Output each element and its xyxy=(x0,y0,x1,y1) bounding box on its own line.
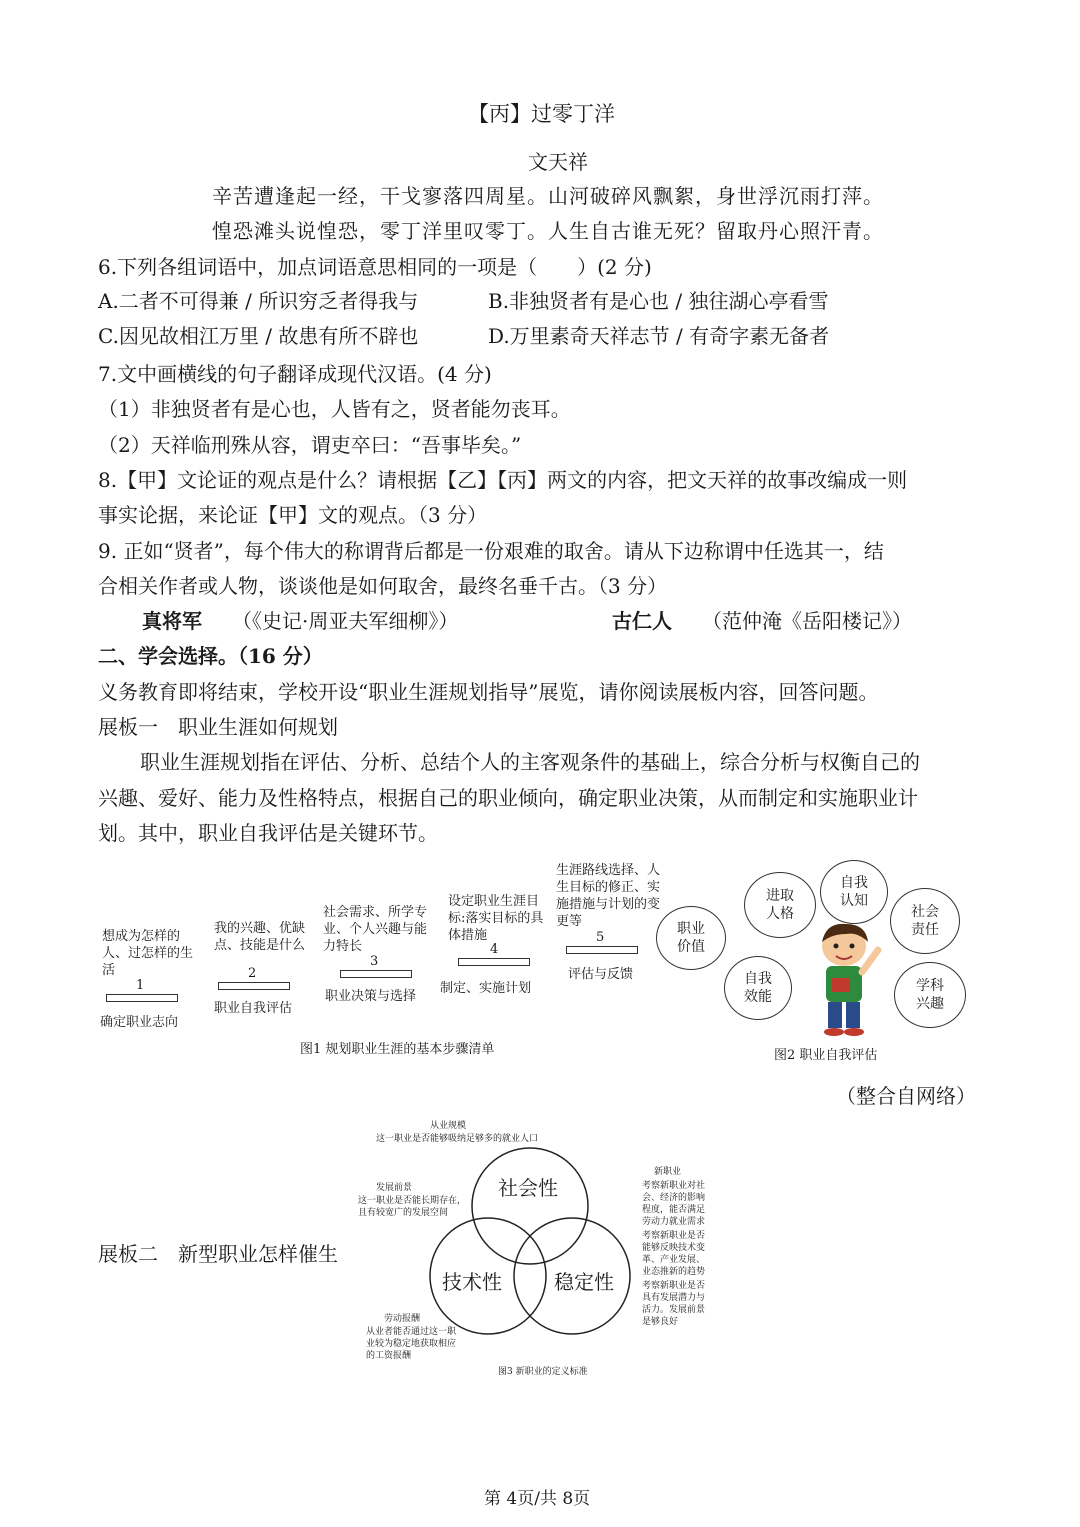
poem-line-1: 辛苦遭逢起一经，干戈寥落四周星。山河破碎风飘絮，身世浮沉雨打萍。 xyxy=(212,184,884,208)
q9-line-2: 合相关作者或人物，谈谈他是如何取舍，最终名垂千古。（3 分） xyxy=(98,574,668,598)
poem-author: 文天祥 xyxy=(528,150,588,174)
fig3-top-text: 这一职业是否能够吸纳足够多的就业人口 xyxy=(376,1134,539,1144)
q9-option-1-source: （《史记·周亚夫军细柳》） xyxy=(232,609,459,633)
venn-label-social: 社会性 xyxy=(498,1176,558,1200)
step-2-number: 2 xyxy=(248,966,257,981)
venn-circle-social xyxy=(472,1148,588,1264)
venn-label-technical: 技术性 xyxy=(442,1270,502,1294)
fig3-right-text-1: 考察新职业对社会、经济的影响程度，能否满足劳动力就业需求 xyxy=(642,1181,706,1227)
source-note: （整合自网络） xyxy=(836,1084,976,1108)
step-2-bracket xyxy=(218,982,290,990)
step-5-label: 评估与反馈 xyxy=(568,967,634,982)
step-5-number: 5 xyxy=(596,930,605,945)
step-2-question: 我的兴趣、优缺点、技能是什么 xyxy=(214,921,306,953)
page-number: 第 4页/共 8页 xyxy=(484,1489,591,1509)
board-1-paragraph-3: 划。其中，职业自我评估是关键环节。 xyxy=(98,821,438,845)
poem-title: 【丙】过零丁洋 xyxy=(468,102,615,126)
board-1-paragraph-1: 职业生涯规划指在评估、分析、总结个人的主客观条件的基础上，综合分析与权衡自己的 xyxy=(140,750,920,774)
step-3-number: 3 xyxy=(370,954,379,969)
section-2-intro: 义务教育即将结束，学校开设“职业生涯规划指导”展览，请你阅读展板内容，回答问题。 xyxy=(98,680,879,704)
node-self-efficacy: 自我效能 xyxy=(724,956,792,1020)
fig3-left-text: 这一职业是否能长期存在，且有较宽广的发展空间 xyxy=(358,1196,467,1218)
step-1-question: 想成为怎样的人、过怎样的生活 xyxy=(102,929,194,978)
q6-stem: 6.下列各组词语中，加点词语意思相同的一项是（ ）(2 分) xyxy=(98,255,652,279)
node-subject-interest: 学科兴趣 xyxy=(894,962,966,1028)
step-2-label: 职业自我评估 xyxy=(214,1001,293,1016)
step-3-question: 社会需求、所学专业、个人兴趣与能力特长 xyxy=(323,905,428,954)
section-2-heading: 二、学会选择。（16 分） xyxy=(98,644,323,668)
board-1-paragraph-2: 兴趣、爱好、能力及性格特点，根据自己的职业倾向，确定职业决策，从而制定和实施职业计 xyxy=(98,786,918,810)
node-career-value: 职业价值 xyxy=(656,906,726,970)
q7-sentence-2: （2）天祥临刑殊从容，谓吏卒曰：“吾事毕矣。” xyxy=(98,433,522,457)
q9-option-2-source: （范仲淹《岳阳楼记》） xyxy=(702,609,912,633)
q6-option-d: D.万里素奇天祥志节 / 有奇字素无备者 xyxy=(488,324,830,348)
q6-option-c: C.因见故相江万里 / 故患有所不辟也 xyxy=(98,324,419,348)
figure-3-caption: 图3 新职业的定义标准 xyxy=(498,1367,588,1377)
step-1-label: 确定职业志向 xyxy=(100,1015,179,1030)
figure-1-caption: 图1 规划职业生涯的基本步骤清单 xyxy=(300,1042,495,1057)
q8-line-1: 8.【甲】文论证的观点是什么？请根据【乙】【丙】两文的内容，把文天祥的故事改编成一则 xyxy=(98,468,908,492)
q8-line-2: 事实论据，来论证【甲】文的观点。（3 分） xyxy=(98,503,488,527)
venn-label-stable: 稳定性 xyxy=(554,1270,614,1294)
step-3-bracket xyxy=(340,970,412,978)
fig3-bottom-text: 从业者能否通过这一职业较为稳定地获取相应的工资报酬 xyxy=(366,1327,457,1361)
fig3-top-title: 从业规模 xyxy=(430,1121,467,1131)
step-4-label: 制定、实施计划 xyxy=(440,981,532,996)
step-4-bracket xyxy=(458,958,530,966)
board-2-title: 展板二 新型职业怎样催生 xyxy=(98,1242,338,1266)
step-5-question: 生涯路线选择、人生目标的修正、实施措施与计划的变更等 xyxy=(556,863,661,929)
q6-option-b: B.非独贤者有是心也 / 独往湖心亭看雪 xyxy=(488,289,829,313)
q7-stem: 7.文中画横线的句子翻译成现代汉语。(4 分) xyxy=(98,362,492,386)
node-social-responsibility: 社会责任 xyxy=(890,888,960,954)
q6-option-a: A.二者不可得兼 / 所识穷乏者得我与 xyxy=(98,289,419,313)
fig3-left-title: 发展前景 xyxy=(376,1183,413,1193)
node-self-awareness: 自我认知 xyxy=(820,860,888,924)
fig3-right-title: 新职业 xyxy=(654,1167,682,1177)
q9-option-2-title: 古仁人 xyxy=(612,609,672,633)
boy-illustration xyxy=(796,920,896,1038)
step-1-number: 1 xyxy=(136,978,145,993)
figure-2-caption: 图2 职业自我评估 xyxy=(774,1048,878,1063)
q7-sentence-1: （1）非独贤者有是心也，人皆有之，贤者能勿丧耳。 xyxy=(98,397,571,421)
fig3-right-text-2: 考察新职业是否能够反映技术变革、产业发展、业态推新的趋势 xyxy=(642,1231,706,1277)
fig3-bottom-title: 劳动报酬 xyxy=(384,1314,421,1324)
step-4-number: 4 xyxy=(490,942,499,957)
q9-line-1: 9. 正如“贤者”，每个伟大的称谓背后都是一份艰难的取舍。请从下边称谓中任选其一，结 xyxy=(98,539,884,563)
board-1-title: 展板一 职业生涯如何规划 xyxy=(98,715,338,739)
step-3-label: 职业决策与选择 xyxy=(325,989,417,1004)
fig3-right-text-3: 考察新职业是否具有发展潜力与活力。发展前景是够良好 xyxy=(642,1281,706,1327)
step-5-bracket xyxy=(566,946,638,954)
node-enterprising-personality: 进取人格 xyxy=(744,872,816,938)
step-4-question: 设定职业生涯目标:落实目标的具体措施 xyxy=(448,894,544,943)
step-1-bracket xyxy=(106,994,178,1002)
poem-line-2: 惶恐滩头说惶恐，零丁洋里叹零丁。人生自古谁无死？留取丹心照汗青。 xyxy=(212,219,884,243)
q9-option-1-title: 真将军 xyxy=(142,609,202,633)
